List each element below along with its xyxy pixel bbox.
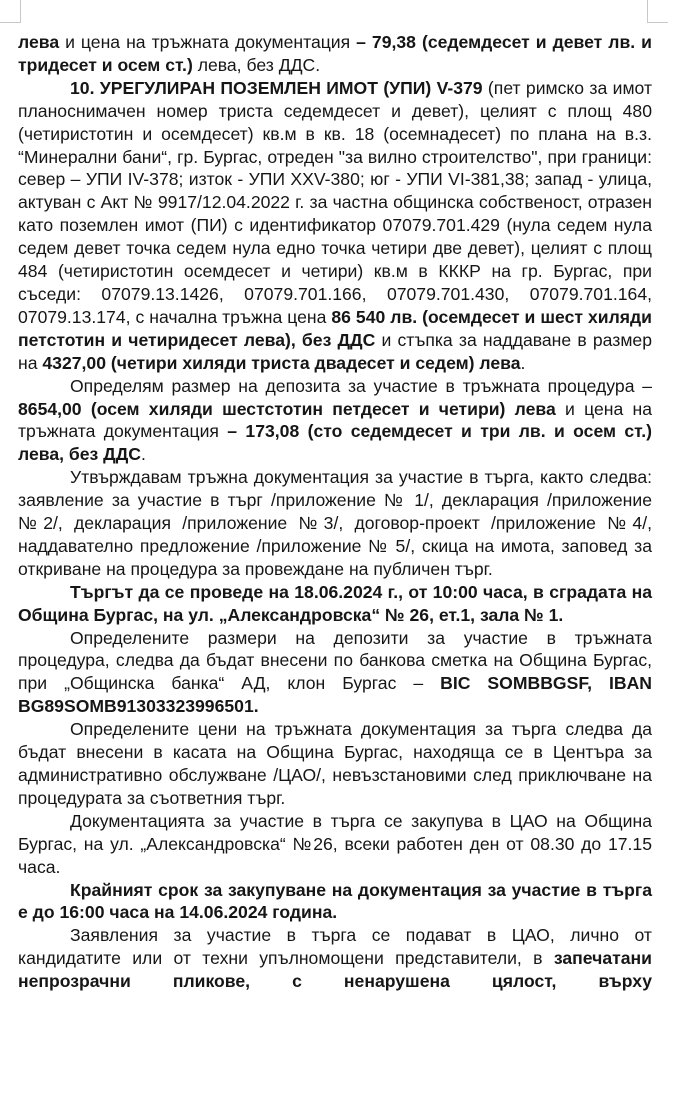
crop-mark-top-left: [0, 0, 21, 23]
text-run: Определените размери на депозити за участие в тръжната процедура, следва да бъдат внесени по банкова сметка на Община Бургас, при „Общинска банка“ АД, клон Бургас –: [18, 627, 652, 694]
paragraph-documentation-price-continued: [18, 31, 652, 77]
property-heading: 10. УРЕГУЛИРАН ПОЗЕМЛЕН ИМОТ (УПИ) V-379: [70, 77, 483, 98]
bold-text: запечатани непрозрачни пликове, с ненарушена цялост, върху: [18, 948, 652, 992]
deposit-amount: 8654,00 (осем хиляди шестстотин петдесет и четири) лева: [18, 398, 556, 419]
paragraph-documentation-payment: Определените цени на тръжната документация за търга следва да бъдат внесени в касата на Община Бургас, находяща се в Центъра за административно обслужване /ЦАО/, невъзстановими след приключване на процедурата за съответния търг.: [18, 719, 652, 808]
document-body: [18, 31, 652, 993]
paragraph-documentation-purchase: Документацията за участие в търга се закупува в ЦАО на Община Бургас, на ул. „Александровска“ №26, всеки работен ден от 08.30 до 17.15 часа.: [18, 810, 652, 877]
text-run: .: [520, 352, 526, 373]
starting-price: 86 540 лв. (осемдесет и шест хиляди петстотин и четиридесет лева), без ДДС: [18, 306, 652, 350]
text-run: и цена на тръжната документация: [18, 398, 652, 442]
bold-text: лева: [18, 32, 60, 52]
text-run: Заявления за участие в търга се подават в ЦАО, лично от кандидатите или от техни упълномощени представители, в: [18, 925, 652, 969]
paragraph-purchase-deadline: [18, 879, 652, 925]
bank-details: BIC SOMBBGSF, IBAN BG89SOMB91303323996501.: [18, 673, 652, 717]
crop-mark-top-right: [647, 0, 668, 23]
auction-date-text: Търгът да се проведе на 18.06.2024 г., от 10:00 часа, в сградата на Община Бургас, на ул. „Александровска“ № 26, ет.1, зала № 1.: [18, 581, 652, 625]
text-run: лева, без ДДС.: [192, 54, 321, 75]
text-run: (пет римско за имот планоснимачен номер триста седемдесет и девет), целият с площ 480 (четиристотин и осемдесет) кв.м в кв. 18 (осемнадесет) по плана на в.з. “Минерални бани“, гр. Бургас, отреден "за вилно строителство", при граници: север – УПИ IV-378; изток - УПИ XXV-380; юг - УПИ VI-381,38; запад - улица, актуван с Акт № 9917/12.04.2022 г. за частна общинска собственост, отразен като поземлен имот (ПИ) с идентификатор 07079.701.429 (нула седем нула седем девет точка седем нула едно точка четири две девет), целият с площ 484 (четиристотин осемдесет и четири) кв.м в КККР на гр. Бургас, при съседи: 07079.13.1426, 07079.701.166, 07079.701.430, 07079.701.164, 07079.13.174, с начална тръжна цена: [18, 77, 652, 327]
purchase-deadline-text: Крайният срок за закупуване на документация за участие в търга е до 16:00 часа на 14.06.2024 година.: [18, 879, 652, 923]
paragraph-bank-account: [18, 627, 652, 719]
text-run: и цена на тръжната документация: [59, 32, 357, 52]
text-run: и стъпка за наддаване в размер на: [18, 329, 652, 373]
bidding-step: 4327,00 (четири хиляди триста двадесет и седем) лева: [42, 352, 521, 373]
text-run: .: [140, 444, 146, 465]
paragraph-auction-date: [18, 581, 652, 627]
paragraph-tender-documentation: Утвърждавам тръжна документация за участие в търга, както следва: заявление за участие в търг /приложение № 1/, декларация /приложение №2/, декларация /приложение №3/, договор-проект /приложение №4/, наддавателно предложение /приложение № 5/, скица на имота, заповед за откриване на процедура за провеждане на публичен търг.: [18, 467, 652, 579]
documentation-price: – 173,08 (сто седемдесет и три лв. и осем ст.) лева, без ДДС: [18, 421, 652, 465]
bold-text: – 79,38 (седемдесет и девет лв. и тридесет и осем ст.): [18, 32, 652, 75]
text-run: Определям размер на депозита за участие в тръжната процедура –: [70, 375, 652, 396]
paragraph-deposit: [18, 375, 652, 467]
paragraph-property-10: [18, 77, 652, 375]
paragraph-applications: [18, 924, 652, 993]
